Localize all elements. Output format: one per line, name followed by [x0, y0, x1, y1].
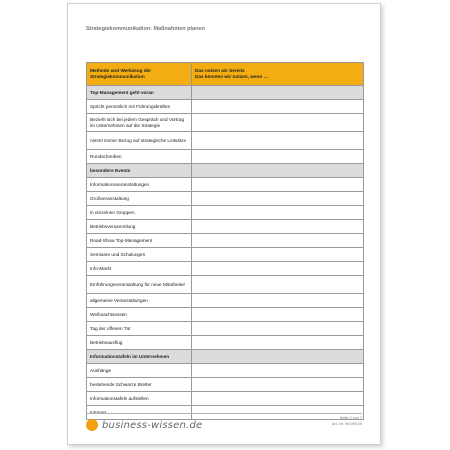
- usage-cell[interactable]: [192, 114, 364, 132]
- usage-cell[interactable]: [192, 294, 364, 308]
- method-cell: Aushänge: [87, 364, 192, 378]
- table-row: [87, 378, 364, 392]
- header-usage: [192, 63, 364, 86]
- page-number: Seite 2 von 7: [339, 416, 362, 420]
- method-cell: bestehende Schwarze Bretter: [87, 378, 192, 392]
- method-cell: Info-Markt: [87, 262, 192, 276]
- usage-cell[interactable]: [192, 132, 364, 150]
- usage-cell[interactable]: [192, 392, 364, 406]
- table-row: [87, 114, 364, 132]
- table-row: [87, 248, 364, 262]
- usage-cell[interactable]: [192, 100, 364, 114]
- usage-cell[interactable]: [192, 336, 364, 350]
- usage-cell[interactable]: [192, 262, 364, 276]
- article-number: Art.-Nr. 99.059.00: [332, 422, 362, 427]
- page-title: Strategiekommunikation: Maßnahmen planen: [86, 26, 205, 32]
- section-usage-cell: [192, 86, 364, 100]
- usage-cell[interactable]: [192, 308, 364, 322]
- table-row: [87, 336, 364, 350]
- method-cell: Spricht persönlich mit Führungskräften: [87, 100, 192, 114]
- table-header-row: [87, 63, 364, 86]
- method-cell: Seminare und Schulungen: [87, 248, 192, 262]
- usage-cell[interactable]: [192, 150, 364, 164]
- document-page: [67, 3, 381, 445]
- method-cell: Betriebsausflug: [87, 336, 192, 350]
- table-row: [87, 322, 364, 336]
- usage-cell[interactable]: [192, 220, 364, 234]
- usage-cell[interactable]: [192, 206, 364, 220]
- section-row: [87, 350, 364, 364]
- section-row: [87, 164, 364, 178]
- usage-cell[interactable]: [192, 248, 364, 262]
- usage-cell[interactable]: [192, 234, 364, 248]
- header-usage-line1: Das nutzen wir bereits: [195, 68, 245, 74]
- table-row: [87, 220, 364, 234]
- section-row: [87, 86, 364, 100]
- table-row: [87, 150, 364, 164]
- method-cell: Weihnachtsessen: [87, 308, 192, 322]
- usage-cell[interactable]: [192, 378, 364, 392]
- usage-cell[interactable]: [192, 276, 364, 294]
- table-row: [87, 132, 364, 150]
- section-label: besondere Events: [87, 164, 192, 178]
- header-usage-line2: Das könnten wir nutzen, wenn …: [195, 74, 269, 79]
- logo-dot-icon: [86, 419, 98, 431]
- section-label: Informationstafeln im Unternehmen: [87, 350, 192, 364]
- usage-cell[interactable]: [192, 178, 364, 192]
- table-row: [87, 294, 364, 308]
- method-cell: Tag der offenen Tür: [87, 322, 192, 336]
- method-cell: Informationsveranstaltungen: [87, 178, 192, 192]
- table-row: [87, 206, 364, 220]
- table-row: [87, 192, 364, 206]
- method-cell: Einführungsveranstaltung für neue Mitarbeiter: [87, 276, 192, 294]
- measures-table: [86, 62, 364, 420]
- table-row: [87, 178, 364, 192]
- method-cell: Bezieht sich bei jedem Gespräch und Vortrag im Unternehmen auf die Strategie: [87, 114, 192, 132]
- table-row: [87, 234, 364, 248]
- method-cell: nimmt immer Bezug auf strategische Leitsätze: [87, 132, 192, 150]
- method-cell: Informationstafeln aufstellen: [87, 392, 192, 406]
- table-body: [87, 86, 364, 420]
- method-cell: Großveranstaltung: [87, 192, 192, 206]
- logo-text: business-wissen.de: [102, 419, 203, 431]
- method-cell: Betriebsversammlung: [87, 220, 192, 234]
- section-usage-cell: [192, 164, 364, 178]
- usage-cell[interactable]: [192, 322, 364, 336]
- brand-logo: [86, 419, 202, 431]
- footer-divider: [86, 413, 362, 414]
- method-cell: Rundschreiben: [87, 150, 192, 164]
- table-row: [87, 392, 364, 406]
- method-cell: allgemeine Veranstaltungen: [87, 294, 192, 308]
- table-row: [87, 364, 364, 378]
- header-method: Methode und Werkzeug der Strategiekommunikation: [87, 63, 192, 86]
- table-row: [87, 308, 364, 322]
- method-cell: Road-Show Top-Management: [87, 234, 192, 248]
- table-row: [87, 276, 364, 294]
- footer-meta: [332, 415, 362, 427]
- table-row: [87, 262, 364, 276]
- usage-cell[interactable]: [192, 192, 364, 206]
- section-label: Top-Management geht voran: [87, 86, 192, 100]
- usage-cell[interactable]: [192, 364, 364, 378]
- method-cell: Intranet: [87, 406, 192, 420]
- method-cell: in einzelnen Gruppen: [87, 206, 192, 220]
- section-usage-cell: [192, 350, 364, 364]
- table-row: [87, 100, 364, 114]
